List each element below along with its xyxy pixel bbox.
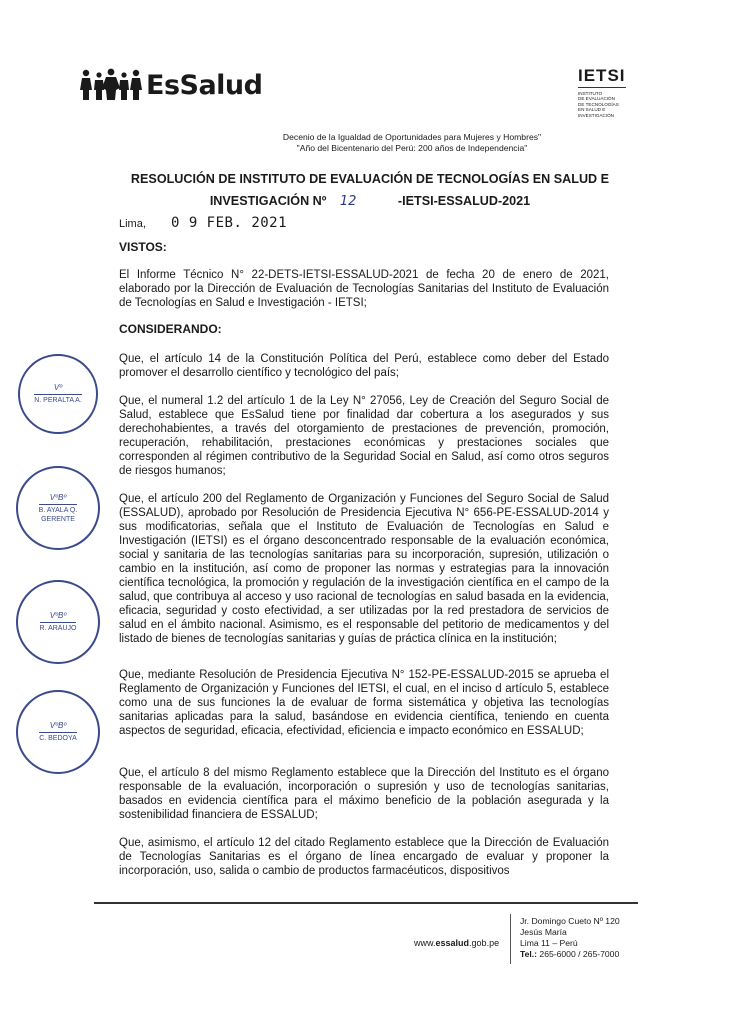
title-line1: RESOLUCIÓN DE INSTITUTO DE EVALUACIÓN DE TECNOLOGÍAS EN SALUD E	[130, 172, 610, 186]
date-stamp: 0 9 FEB. 2021	[170, 215, 288, 231]
footer-address: Jr. Domingo Cueto Nº 120 Jesús María Lima 11 – Perú Tel.: 265-6000 / 265-7000	[520, 916, 620, 959]
paragraph-4: Que, mediante Resolución de Presidencia Ejecutiva N° 152-PE-ESSALUD-2015 se aprueba el Reglamento de Organización y Funciones del IETSI, el cual, en el inciso d artículo 5, establece como una de sus funciones la de evaluar de forma sistemática y objetiva las tecnologías sanitarias aplicadas para la salud, basándose en evidencia científica, teniendo en cuenta aspectos de seguridad, eficacia, efectividad, eficiencia e impacto económico en ESSALUD;	[119, 669, 609, 737]
considerando-heading: CONSIDERANDO:	[119, 322, 222, 336]
approval-seal-2: VºBº B. AYALA Q. GERENTE	[16, 466, 100, 550]
family-icon	[80, 68, 142, 102]
decenio-header: Decenio de la Igualdad de Oportunidades para Mujeres y Hombres" "Año del Bicentenario del Perú: 200 años de Independencia"	[282, 132, 542, 153]
paragraph-3: Que, el artículo 200 del Reglamento de Organización y Funciones del Seguro Social de Salud (ESSALUD), aprobado por Resolución de Presidencia Ejecutiva N° 656-PE-ESSALUD-2014 y sus modificatorias, señala que el Instituto de Evaluación de Tecnologías en Salud e Investigación (IETSI) es el órgano desconcentrado responsable de la evaluación económica, social y sanitaria de las tecnologías sanitarias para su incorporación, supresión, utilización o cambio en la institución, así como de proponer las normas y estrategias para la innovación científica tecnológica, la promoción y regulación de la investigación científica en el campo de la salud, que contribuya al acceso y uso racional de tecnologías en salud basada en la evidencia, eficacia, seguridad y costo efectividad, a ser utilizadas por la red prestadora de servicios de salud en el ámbito nacional. Asimismo, es el responsable del petitorio de medicamentos y del listado de bienes de tecnologías sanitarias y guías de práctica clínica en la institución;	[119, 493, 609, 645]
paragraph-5: Que, el artículo 8 del mismo Reglamento establece que la Dirección del Instituto es el órgano responsable de la evaluación, incorporación o supresión y uso de tecnologías sanitarias, basados en evidencia científica para el máximo beneficio de la población asegurada y la sostenibilidad financiera de ESSALUD;	[119, 767, 609, 821]
vistos-text: El Informe Técnico N° 22-DETS-IETSI-ESSALUD-2021 de fecha 20 de enero de 2021, elaborado por la Dirección de Evaluación de Tecnologías Sanitarias del Instituto de Evaluación de Tecnologías en Salud e Investigación - IETSI;	[119, 269, 609, 309]
approval-seal-3: VºBº R. ARAUJO	[16, 580, 100, 664]
logo-text: EsSalud	[146, 69, 263, 101]
footer-vertical-divider	[510, 914, 511, 964]
approval-seal-1: Vº N. PERALTA A.	[18, 354, 98, 434]
date-line	[119, 215, 287, 231]
date-label: Lima,	[119, 218, 146, 230]
approval-seal-4: VºBº C. BEDOYA	[16, 690, 100, 774]
paragraph-2: Que, el numeral 1.2 del artículo 1 de la Ley N° 27056, Ley de Creación del Seguro Social de Salud, establece que EsSalud tiene por finalidad dar cobertura a los asegurados y sus derechohabientes, a través del otorgamiento de prestaciones de prevención, promoción, recuperación, rehabilitación, prestaciones económicas y prestaciones sociales que corresponden al régimen contributivo de la Seguridad Social en Salud, así como otros seguros de riesgos humanos;	[119, 395, 609, 477]
paragraph-6: Que, asimismo, el artículo 12 del citado Reglamento establece que la Dirección de Evaluación de Tecnologías Sanitarias es el órgano de línea encargado de evaluar y proponer la incorporación, uso, salida o cambio de productos farmacéuticos, dispositivos	[119, 837, 609, 877]
ietsi-subtitle: INSTITUTO DE EVALUACIÓN DE TECNOLOGÍAS EN SALUD E INVESTIGACIÓN	[578, 91, 619, 118]
vistos-heading: VISTOS:	[119, 240, 167, 254]
footer-phone: Tel.: 265-6000 / 265-7000	[520, 949, 620, 959]
essalud-logo	[80, 68, 262, 102]
resolution-title	[100, 168, 640, 213]
ietsi-title: IETSI	[578, 66, 626, 88]
title-line2: INVESTIGACIÓN Nº 12 -IETSI-ESSALUD-2021	[209, 194, 531, 209]
handwritten-number: 12	[339, 194, 357, 209]
paragraph-1: Que, el artículo 14 de la Constitución Política del Perú, establece como deber del Estado promover el desarrollo científico y tecnológico del país;	[119, 353, 609, 379]
footer-divider	[94, 902, 638, 904]
website-link[interactable]: www.essalud.gob.pe	[414, 938, 500, 948]
ietsi-logo	[578, 66, 658, 118]
